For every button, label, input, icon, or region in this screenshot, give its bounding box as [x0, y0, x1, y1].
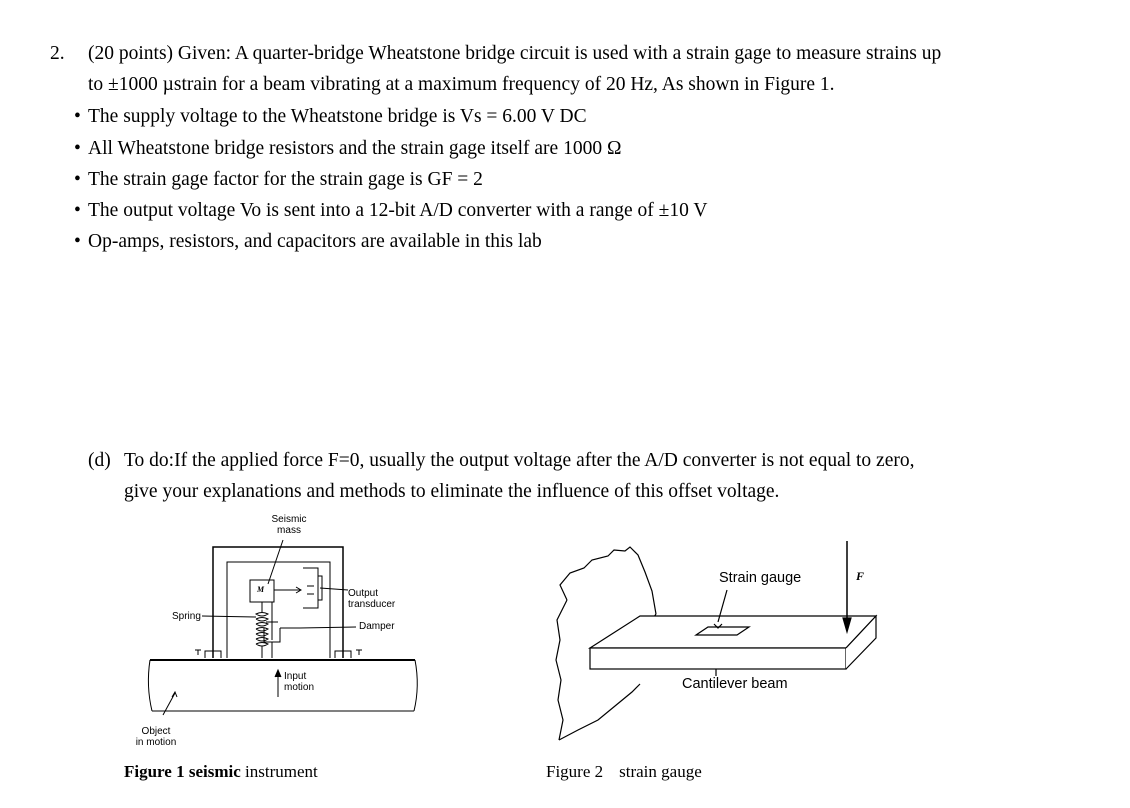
input-label-line1: Input	[284, 671, 307, 682]
cantilever-beam-label: Cantilever beam	[682, 676, 788, 692]
bullet-text: The strain gage factor for the strain gage is GF = 2	[88, 169, 483, 190]
bullet-icon: •	[74, 138, 81, 159]
problem-intro-line2: to ±1000 µstrain for a beam vibrating at a maximum frequency of 20 Hz, As shown in Figure 1.	[88, 74, 835, 95]
object-label-line1: Object	[141, 726, 171, 737]
figure-2-caption	[546, 762, 702, 782]
figure-1-caption-rest: instrument	[240, 762, 318, 781]
bullet-icon: •	[74, 231, 81, 252]
spring-label: Spring	[172, 611, 201, 622]
figure-1-caption-bold: Figure 1 seismic	[124, 762, 241, 781]
seismic-label-line2: mass	[277, 525, 301, 536]
bullet-text: The output voltage Vo is sent into a 12-bit A/D converter with a range of ±10 V	[88, 200, 708, 221]
bullet-icon: •	[74, 169, 81, 190]
part-d-label: (d)	[88, 450, 111, 471]
bullet-text: The supply voltage to the Wheatstone bridge is Vs = 6.00 V DC	[88, 106, 587, 127]
strain-gauge-label: Strain gauge	[719, 570, 802, 586]
part-d-line1: To do:If the applied force F=0, usually the output voltage after the A/D converter is not equal to zero,	[124, 450, 915, 471]
figure-2-caption-fig: Figure 2	[546, 762, 604, 781]
problem-number: 2.	[50, 43, 65, 64]
bullet-icon: •	[74, 106, 81, 127]
output-label-line1: Output	[348, 588, 379, 599]
problem-intro-line1: (20 points) Given: A quarter-bridge Wheatstone bridge circuit is used with a strain gage to measure strains up	[88, 43, 942, 64]
output-label-line2: transducer	[348, 599, 396, 610]
figure-2-caption-rest: strain gauge	[619, 762, 702, 781]
bullet-text: All Wheatstone bridge resistors and the strain gage itself are 1000 Ω	[88, 138, 622, 159]
force-label: F	[856, 569, 865, 583]
damper-label: Damper	[359, 621, 395, 632]
input-label-line2: motion	[284, 682, 315, 693]
mass-m-label: M	[257, 585, 265, 594]
bullet-icon: •	[74, 200, 81, 221]
bullet-text: Op-amps, resistors, and capacitors are available in this lab	[88, 231, 542, 252]
object-label-line2: in motion	[135, 737, 177, 748]
seismic-label-line1: Seismic	[271, 514, 307, 525]
part-d-line2: give your explanations and methods to eliminate the influence of this offset voltage.	[124, 481, 780, 502]
